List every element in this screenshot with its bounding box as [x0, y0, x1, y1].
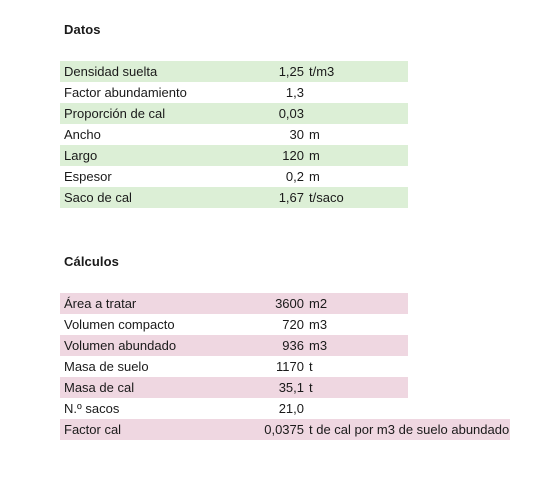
- datos-row: [60, 145, 520, 166]
- row-unit: m: [309, 127, 320, 142]
- row-value: 1,67: [278, 190, 304, 205]
- row-unit: t/saco: [309, 190, 344, 205]
- row-value: 30: [289, 127, 304, 142]
- calculos-row: [60, 419, 520, 440]
- row-unit: m2: [309, 296, 328, 311]
- row-unit: t/m3: [309, 64, 335, 79]
- datos-row: [60, 166, 520, 187]
- datos-table: [60, 61, 520, 208]
- datos-title: Datos: [64, 22, 101, 37]
- calculos-title: Cálculos: [64, 254, 119, 269]
- row-label: Espesor: [64, 169, 112, 184]
- row-value: 0,0375: [264, 422, 304, 437]
- row-label: Masa de suelo: [64, 359, 149, 374]
- calculos-row: [60, 314, 520, 335]
- row-unit: t: [309, 380, 313, 395]
- row-label: Largo: [64, 148, 98, 163]
- row-label: Masa de cal: [64, 380, 135, 395]
- row-unit: t: [309, 359, 313, 374]
- row-label: Ancho: [64, 127, 101, 142]
- row-value: 1,3: [285, 85, 304, 100]
- calculos-row: [60, 398, 520, 419]
- row-value: 35,1: [278, 380, 304, 395]
- row-label: Proporción de cal: [64, 106, 166, 121]
- datos-row: [60, 124, 520, 145]
- row-shading: [60, 145, 408, 166]
- row-label: Factor cal: [64, 422, 122, 437]
- row-value: 0,2: [285, 169, 304, 184]
- row-value: 3600: [275, 296, 304, 311]
- calculos-row: [60, 377, 520, 398]
- calculos-table: [60, 293, 520, 440]
- row-value: 720: [282, 317, 304, 332]
- row-unit: m3: [309, 317, 328, 332]
- row-label: Saco de cal: [64, 190, 132, 205]
- row-label: Densidad suelta: [64, 64, 158, 79]
- calculos-row: [60, 356, 520, 377]
- calculos-row: [60, 335, 520, 356]
- row-value: 1,25: [278, 64, 304, 79]
- row-unit: m3: [309, 338, 328, 353]
- datos-row: [60, 187, 520, 208]
- row-label: N.º sacos: [64, 401, 120, 416]
- calculos-row: [60, 293, 520, 314]
- datos-row: [60, 82, 520, 103]
- row-value: 936: [282, 338, 304, 353]
- row-label: Factor abundamiento: [64, 85, 187, 100]
- row-value: 0,03: [278, 106, 304, 121]
- row-label: Volumen compacto: [64, 317, 175, 332]
- datos-row: [60, 61, 520, 82]
- row-value: 1170: [276, 359, 304, 374]
- datos-row: [60, 103, 520, 124]
- row-unit: m: [309, 169, 320, 184]
- row-label: Área a tratar: [64, 296, 137, 311]
- row-value: 21,0: [278, 401, 304, 416]
- row-unit: t de cal por m3 de suelo abundado: [309, 422, 510, 437]
- row-value: 120: [282, 148, 304, 163]
- row-label: Volumen abundado: [64, 338, 177, 353]
- row-unit: m: [309, 148, 320, 163]
